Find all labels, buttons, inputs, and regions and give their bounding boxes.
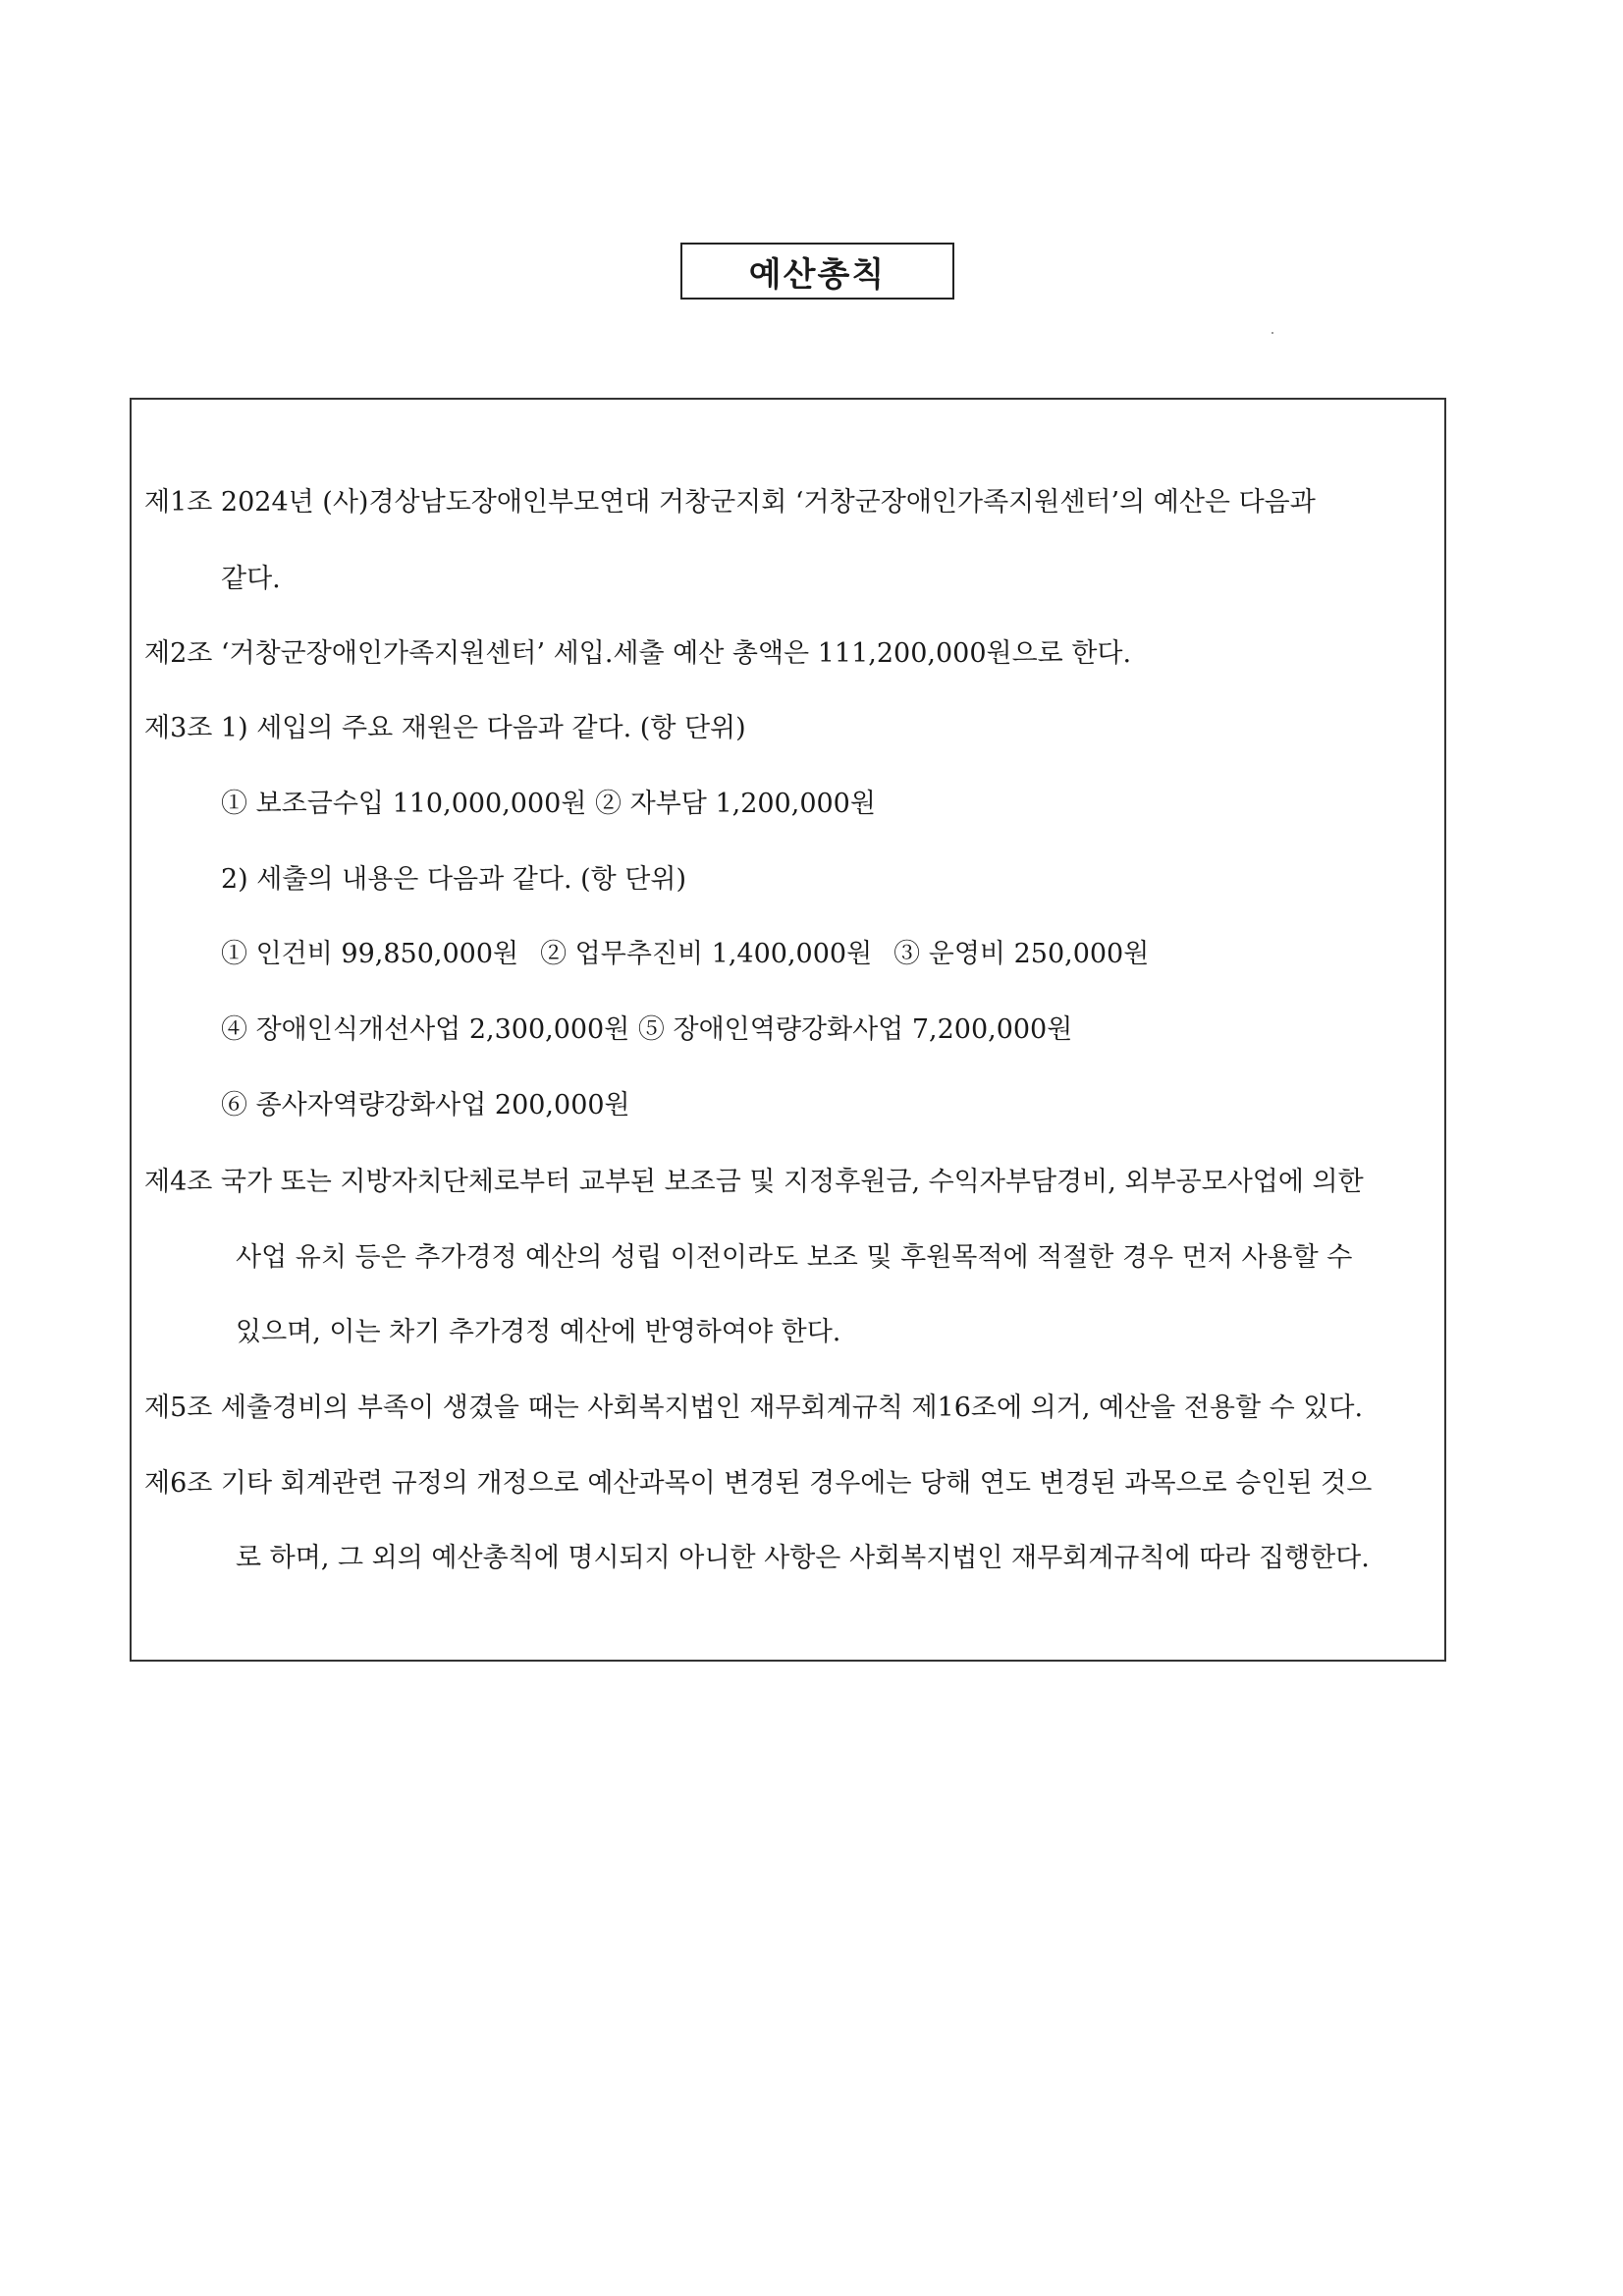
scan-speck [1271, 332, 1273, 334]
article-3-revenue-items [221, 791, 876, 817]
article-6-line-2: 로 하며, 그 외의 예산총칙에 명시되지 아니한 사항은 사회복지법인 재무회계규칙에 따라 집행한다. [236, 1543, 1370, 1573]
article-4-line-2: 사업 유치 등은 추가경정 예산의 성립 이전이라도 보조 및 후원목적에 적절한 경우 먼저 사용할 수 [236, 1242, 1353, 1273]
article-2: 제2조 ‘거창군장애인가족지원센터’ 세입.세출 예산 총액은 111,200,000원으로 한다. [144, 638, 1132, 669]
expense-item-3: ③ 운영비 250,000원 [893, 939, 1150, 969]
article-3-expense-items-row-1 [221, 941, 1149, 967]
article-4-line-3: 있으며, 이는 차기 추가경정 예산에 반영하여야 한다. [236, 1317, 841, 1347]
article-6-line-1: 제6조 기타 회계관련 규정의 개정으로 예산과목이 변경된 경우에는 당해 연도 변경된 과목으로 승인된 것으 [144, 1468, 1373, 1499]
revenue-item-1: ① 보조금수입 110,000,000원 [221, 789, 587, 819]
expense-item-2: ② 업무추진비 1,400,000원 [540, 939, 873, 969]
article-1-line-1: 제1조 2024년 (사)경상남도장애인부모연대 거창군지회 ‘거창군장애인가족지원센터’의 예산은 다음과 [144, 487, 1316, 518]
expense-item-6: ⑥ 종사자역량강화사업 200,000원 [221, 1090, 630, 1121]
article-5: 제5조 세출경비의 부족이 생겼을 때는 사회복지법인 재무회계규칙 제16조에 의거, 예산을 전용할 수 있다. [144, 1393, 1364, 1423]
article-3-expense-intro: 2) 세출의 내용은 다음과 같다. (항 단위) [221, 864, 687, 895]
article-1-line-2: 같다. [221, 564, 281, 594]
expense-item-5: ⑤ 장애인역량강화사업 7,200,000원 [637, 1014, 1073, 1045]
page-title: 예산총칙 [680, 243, 954, 300]
article-3-intro: 제3조 1) 세입의 주요 재원은 다음과 같다. (항 단위) [144, 713, 746, 743]
revenue-item-2: ② 자부담 1,200,000원 [595, 789, 876, 819]
article-3-expense-items-row-3 [221, 1092, 630, 1119]
article-4-line-1: 제4조 국가 또는 지방자치단체로부터 교부된 보조금 및 지정후원금, 수익자부담경비, 외부공모사업에 의한 [144, 1167, 1364, 1197]
expense-item-1: ① 인건비 99,850,000원 [221, 939, 519, 969]
expense-item-4: ④ 장애인식개선사업 2,300,000원 [221, 1014, 630, 1045]
article-3-expense-items-row-2 [221, 1016, 1072, 1043]
